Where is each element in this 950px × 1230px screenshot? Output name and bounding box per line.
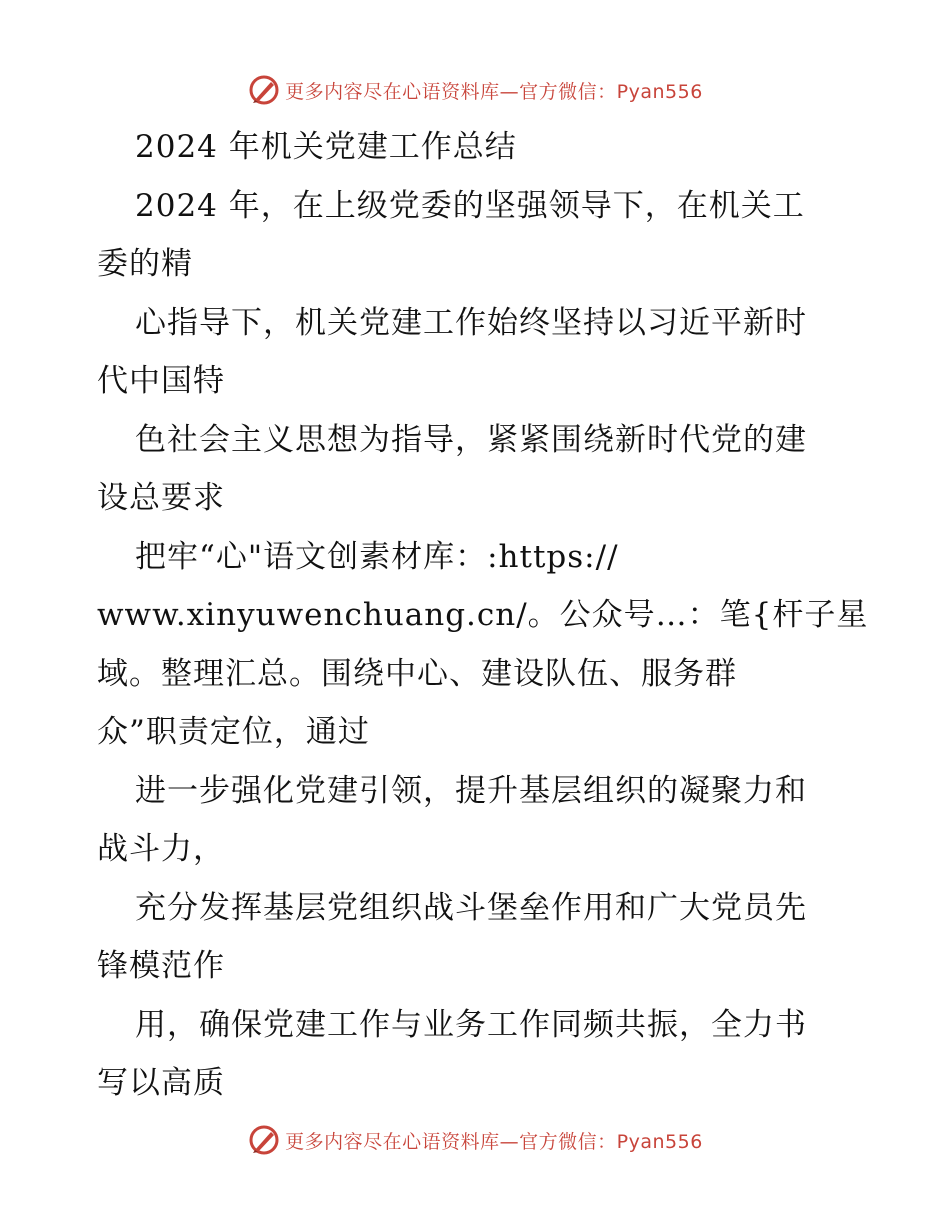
header-banner xyxy=(0,70,950,110)
doc-line: 2024 年，在上级党委的坚强领导下，在机关工 xyxy=(135,187,805,224)
doc-line: 色社会主义思想为指导，紧紧围绕新时代党的建 xyxy=(135,421,807,458)
doc-line: 把牢“心"语文创素材库：:https:// xyxy=(135,538,619,575)
doc-line: 设总要求 xyxy=(97,480,225,516)
footer-banner xyxy=(0,1120,950,1160)
banner-wechat-handle: Pyan556 xyxy=(616,1130,703,1153)
doc-title: 2024 年机关党建工作总结 xyxy=(135,129,517,165)
doc-line: 锋模范作 xyxy=(97,948,225,984)
doc-line: 进一步强化党建引领，提升基层组织的凝聚力和 xyxy=(135,772,807,809)
doc-line: 心指导下，机关党建工作始终坚持以习近平新时 xyxy=(135,304,807,341)
pen-logo-icon xyxy=(247,73,281,107)
doc-line: 充分发挥基层党组织战斗堡垒作用和广大党员先 xyxy=(135,889,807,926)
pen-logo-icon xyxy=(247,1123,281,1157)
banner-wechat-handle: Pyan556 xyxy=(616,80,703,103)
doc-line: 用，确保党建工作与业务工作同频共振，全力书 xyxy=(135,1006,807,1043)
doc-line: 委的精 xyxy=(97,246,193,282)
doc-line: www.xinyuwenchuang.cn/。公众号…：笔{杆子星 xyxy=(97,597,869,633)
banner-text: 更多内容尽在心语资料库—官方微信：Pyan556 xyxy=(285,1130,703,1153)
doc-line: 众”职责定位，通过 xyxy=(97,714,370,750)
doc-line: 域。整理汇总。围绕中心、建设队伍、服务群 xyxy=(97,655,737,692)
doc-line: 战斗力， xyxy=(97,831,225,867)
banner-text: 更多内容尽在心语资料库—官方微信：Pyan556 xyxy=(285,80,703,103)
doc-line: 写以高质 xyxy=(97,1065,225,1101)
doc-line: 代中国特 xyxy=(97,363,225,399)
document-body xyxy=(97,118,869,1113)
